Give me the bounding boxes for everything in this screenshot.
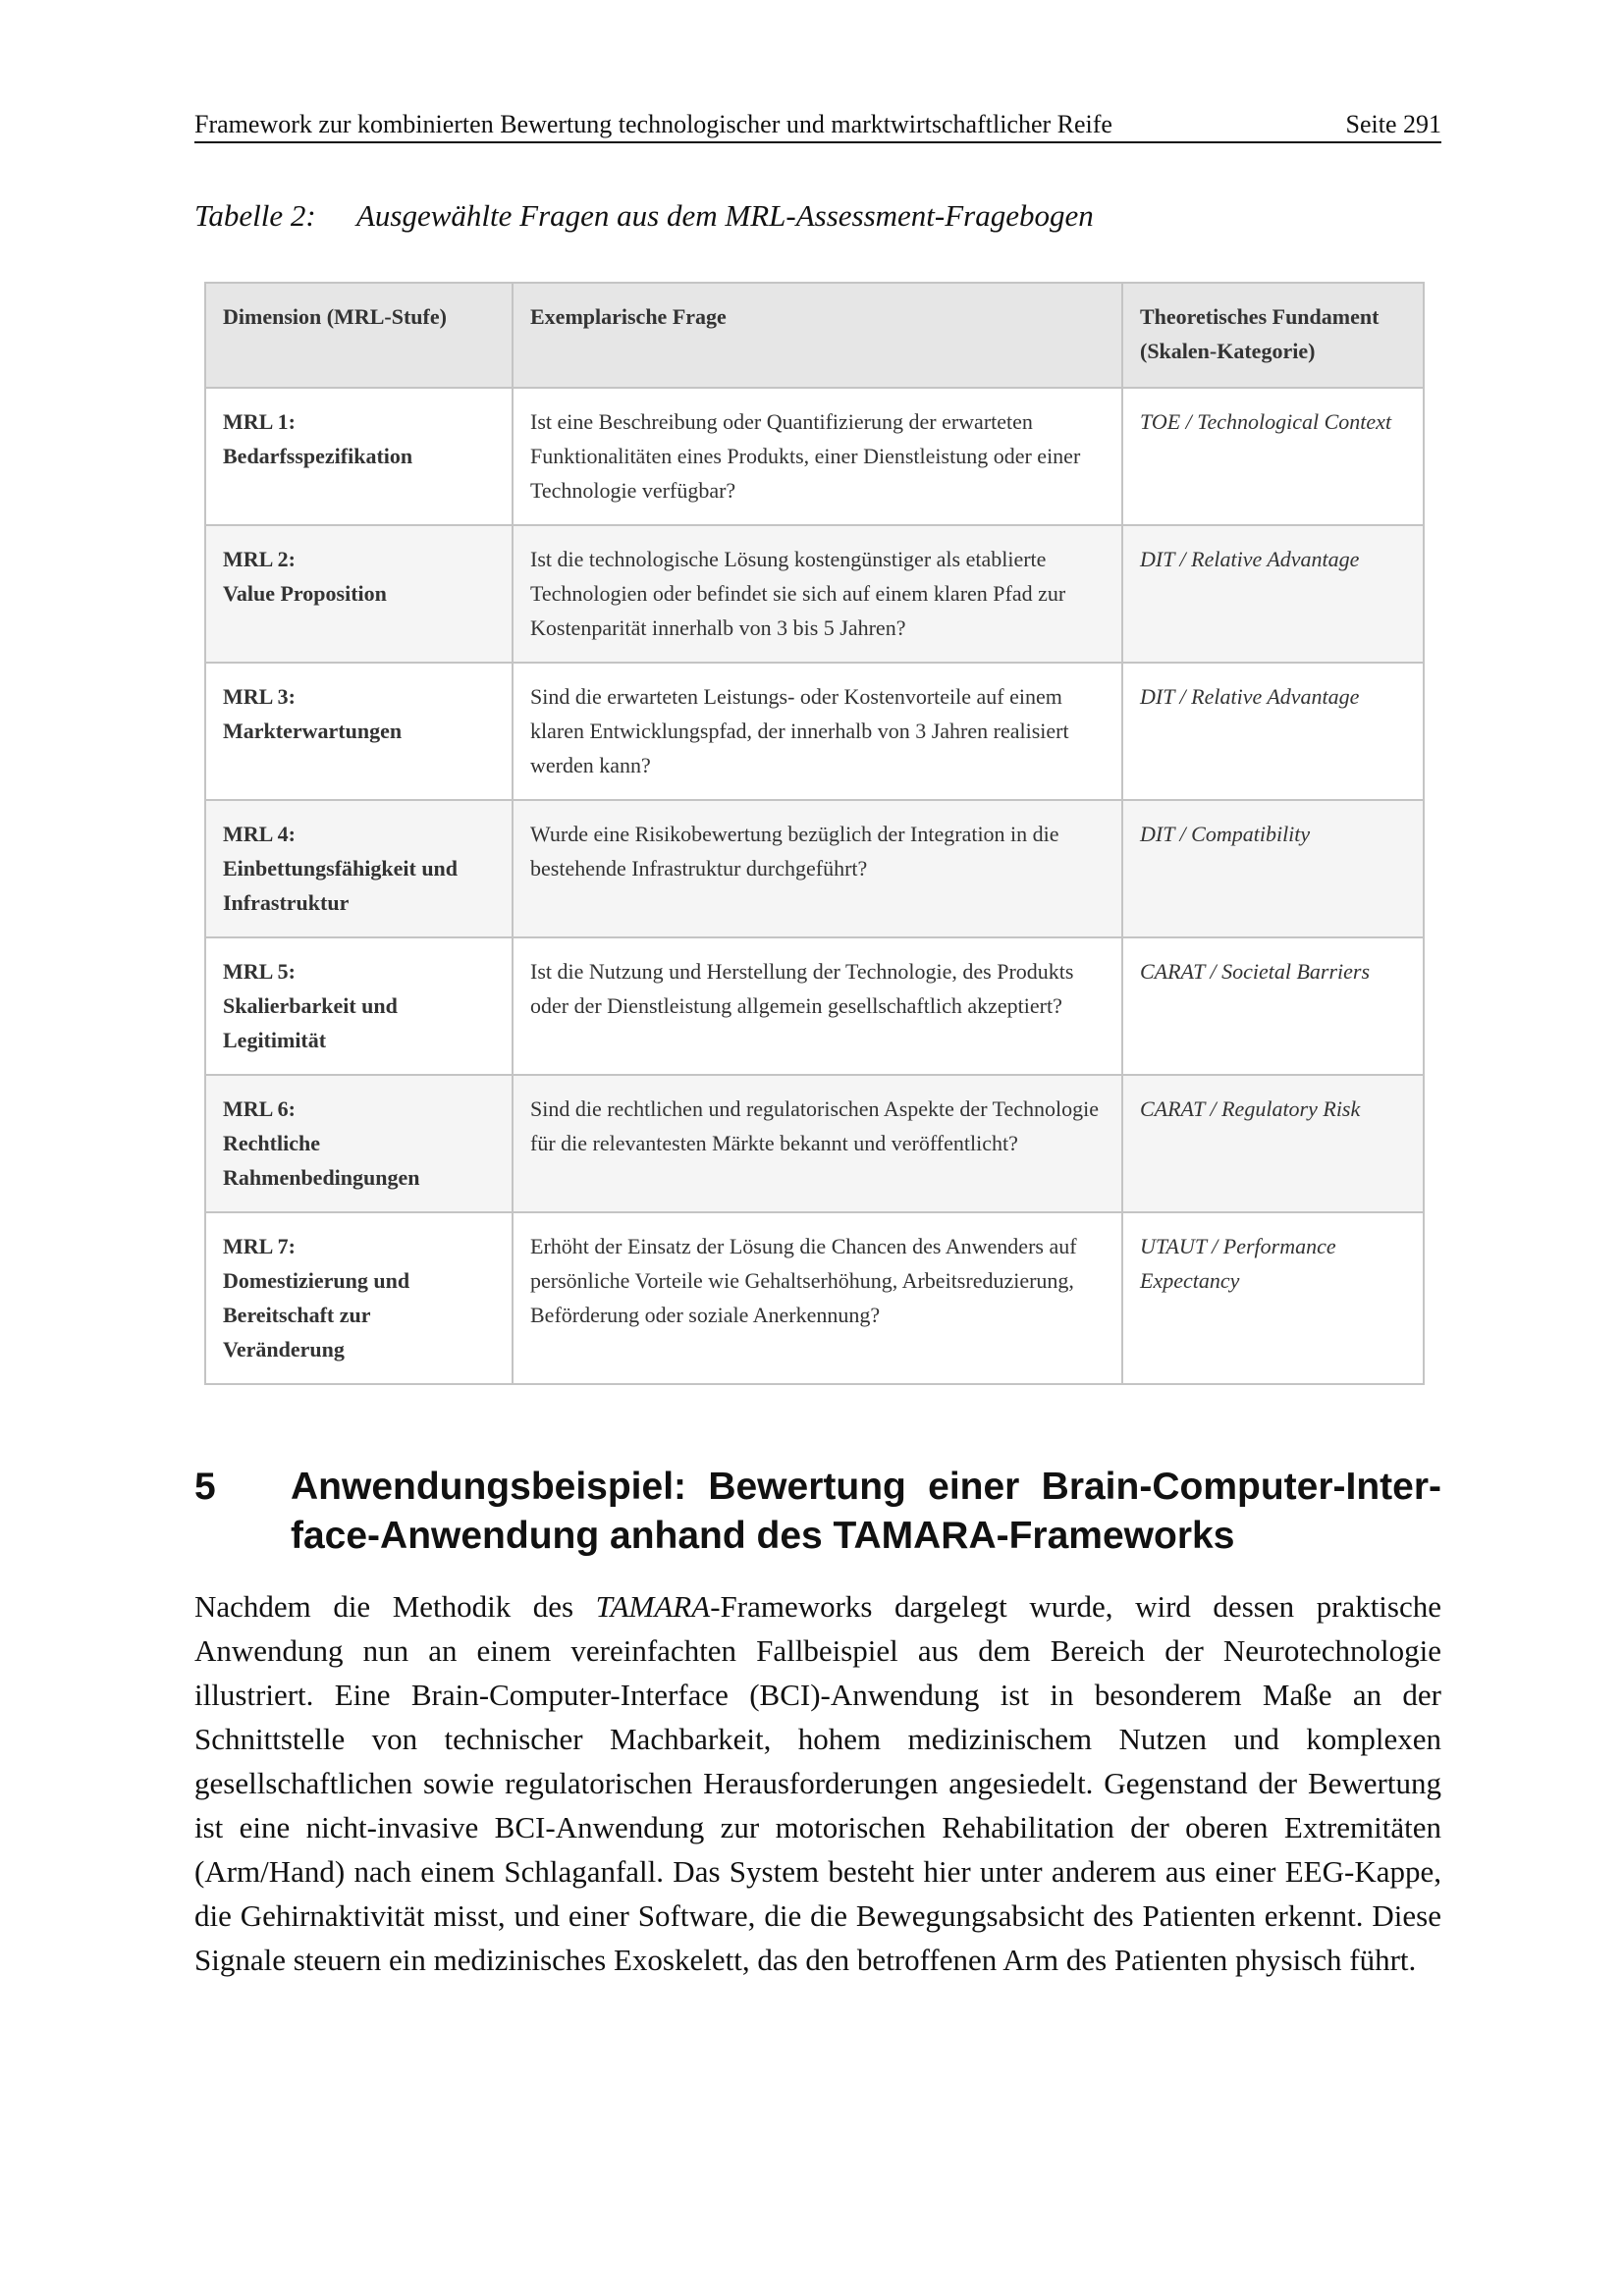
mrl-level: MRL 6: <box>223 1096 296 1121</box>
question-cell: Wurde eine Risikobewertung bezüglich der Integration in die bestehende Infrastruktur durchgeführt? <box>513 800 1122 937</box>
paragraph-emphasis: TAMARA <box>595 1589 711 1624</box>
foundation-cell: DIT / Relative Advantage <box>1122 663 1424 800</box>
dimension-cell <box>205 525 513 663</box>
question-cell: Erhöht der Einsatz der Lösung die Chancen des Anwenders auf persönliche Vorteile wie Gehaltserhöhung, Arbeitsreduzierung, Beförderung oder soziale Anerkennung? <box>513 1212 1122 1384</box>
header-dimension: Dimension (MRL-Stufe) <box>205 283 513 388</box>
foundation-cell: CARAT / Societal Barriers <box>1122 937 1424 1075</box>
paragraph-text: Nachdem die Methodik des <box>194 1589 596 1624</box>
running-header-title: Framework zur kombinierten Bewertung technologischer und marktwirtschaftlicher Reife <box>194 110 1112 138</box>
dimension-cell <box>205 800 513 937</box>
dimension-cell <box>205 1212 513 1384</box>
mrl-level: MRL 2: <box>223 547 296 571</box>
foundation-cell: TOE / Technological Context <box>1122 388 1424 525</box>
header-question: Exemplarische Frage <box>513 283 1122 388</box>
table-row <box>205 800 1424 937</box>
question-cell: Ist die technologische Lösung kostengünstiger als etablierte Technologien oder befindet sie sich auf einem klaren Pfad zur Kostenparität innerhalb von 3 bis 5 Jahren? <box>513 525 1122 663</box>
body-paragraph <box>194 1584 1441 1982</box>
caption-number: Tabelle 2: <box>194 198 316 233</box>
dimension-cell <box>205 388 513 525</box>
dimension-name: Domestizierung und Bereitschaft zur Veränderung <box>223 1268 410 1362</box>
table-row <box>205 388 1424 525</box>
mrl-level: MRL 3: <box>223 684 296 709</box>
mrl-level: MRL 4: <box>223 822 296 846</box>
table-row <box>205 525 1424 663</box>
dimension-cell <box>205 1075 513 1212</box>
running-header <box>194 108 1441 143</box>
table-row <box>205 1075 1424 1212</box>
header-foundation: Theoretisches Fundament (Skalen-Kategorie) <box>1122 283 1424 388</box>
question-cell: Sind die erwarteten Leistungs- oder Kostenvorteile auf einem klaren Entwicklungspfad, der innerhalb von 3 Jahren realisiert werden kann? <box>513 663 1122 800</box>
dimension-name: Markterwartungen <box>223 719 403 743</box>
paragraph-text: -Frameworks dargelegt wurde, wird dessen praktische Anwendung nun an einem vereinfachten Fallbeispiel aus dem Bereich der Neurotechnologie illustriert. Eine Brain-Computer-Interface (BCI)-Anwendung ist in besonderem Maße an der Schnittstelle von technischer Machbarkeit, hohem medizinischem Nutzen und komplexen gesellschaftlichen sowie regulatorischen Herausforderungen angesiedelt. Gegenstand der Bewertung ist eine nicht-invasive BCI-Anwendung zur motorischen Rehabilitation der oberen Extremitäten (Arm/Hand) nach einem Schlaganfall. Das System besteht hier unter anderem aus einer EEG-Kappe, die Gehirnaktivität misst, und einer Software, die die Bewegungsabsicht des Patienten erkennt. Diese Signale steuern ein medizinisches Exoskelett, das den betroffenen Arm des Patienten physisch führt. <box>194 1589 1442 1977</box>
dimension-name: Bedarfsspezifikation <box>223 444 413 468</box>
dimension-cell <box>205 937 513 1075</box>
table-caption <box>194 198 1094 234</box>
section-number: 5 <box>194 1466 216 1508</box>
foundation-cell: DIT / Relative Advantage <box>1122 525 1424 663</box>
table-header-row <box>205 283 1424 388</box>
mrl-level: MRL 5: <box>223 959 296 984</box>
mrl-level: MRL 1: <box>223 409 296 434</box>
question-cell: Ist eine Beschreibung oder Quantifizierung der erwarteten Funktionalitäten eines Produkts, einer Dienstleistung oder einer Technologie verfügbar? <box>513 388 1122 525</box>
foundation-cell: DIT / Compatibility <box>1122 800 1424 937</box>
table-row <box>205 1212 1424 1384</box>
question-cell: Ist die Nutzung und Herstellung der Technologie, des Produkts oder der Dienstleistung allgemein gesellschaftlich akzeptiert? <box>513 937 1122 1075</box>
table-row <box>205 663 1424 800</box>
dimension-name: Value Proposition <box>223 581 387 606</box>
question-cell: Sind die rechtlichen und regulatorischen Aspekte der Technologie für die relevantesten Märkte bekannt und veröffentlicht? <box>513 1075 1122 1212</box>
foundation-cell: CARAT / Regulatory Risk <box>1122 1075 1424 1212</box>
dimension-cell <box>205 663 513 800</box>
dimension-name: Einbettungsfähigkeit und Infrastruktur <box>223 856 459 915</box>
mrl-level: MRL 7: <box>223 1234 296 1258</box>
page-number: Seite 291 <box>1345 110 1441 138</box>
dimension-name: Skalierbarkeit und Legitimität <box>223 993 398 1052</box>
section-title: Anwendungsbeispiel: Bewertung einer Brain-Computer-Interface-Anwendung anhand des TAMARA-Frameworks <box>291 1466 1441 1557</box>
foundation-cell: UTAUT / Performance Expectancy <box>1122 1212 1424 1384</box>
section-heading <box>194 1463 1441 1561</box>
mrl-questions-table <box>204 282 1425 1385</box>
caption-text: Ausgewählte Fragen aus dem MRL-Assessment-Fragebogen <box>356 198 1094 233</box>
table-row <box>205 937 1424 1075</box>
dimension-name: Rechtliche Rahmenbedingungen <box>223 1131 420 1190</box>
